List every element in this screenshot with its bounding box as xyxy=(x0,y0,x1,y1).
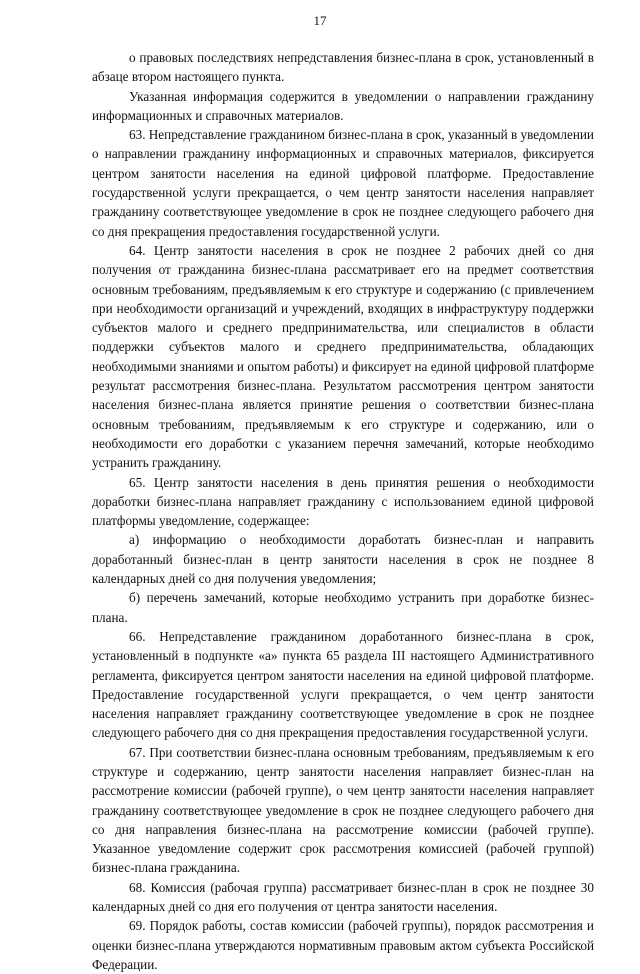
paragraph-notice-info: Указанная информация содержится в уведомлении о направлении гражданину информационных и справочных материалов. xyxy=(92,88,594,123)
paragraph-continuation: о правовых последствиях непредставления бизнес-плана в срок, установленный в абзаце втором настоящего пункта. xyxy=(92,50,594,85)
paragraph-63: 63. Непредставление гражданином бизнес-плана в срок, указанный в уведомлении о направлении гражданину информационных и справочных материалов, фиксируется центром занятости населения на единой цифровой платформе. Предоставление государственной услуги прекращается, о чем центр занятости населения направляет гражданину соответствующее уведомление в срок не позднее следующего рабочего дня со дня прекращения предоставления государственной услуги. xyxy=(92,127,594,239)
paragraph-65: 65. Центр занятости населения в день принятия решения о необходимости доработки бизнес-плана направляет гражданину с использованием единой цифровой платформы уведомление, содержащее: xyxy=(92,474,594,529)
paragraph-64: 64. Центр занятости населения в срок не позднее 2 рабочих дней со дня получения от гражданина бизнес-плана рассматривает его на предмет соответствия основным требованиям, предъявляемым к его структуре и содержанию (с привлечением при необходимости организаций и учреждений, входящих в инфраструктуру поддержки субъектов малого и среднего предпринимательства, или специалистов в области поддержки субъектов малого и среднего предпринимательства, обладающих необходимыми знаниями и опытом работы) и фиксирует на единой цифровой платформе результат рассмотрения бизнес-плана. Результатом рассмотрения центром занятости населения бизнес-плана является принятие решения о соответствии бизнес-плана основным требованиям, предъявляемым к его структуре и содержанию, или о необходимости его доработки с указанием перечня замечаний, которые необходимо устранить гражданину. xyxy=(92,242,594,471)
paragraph-69: 69. Порядок работы, состав комиссии (рабочей группы), порядок рассмотрения и оценки бизнес-плана утверждаются нормативным правовым актом субъекта Российской Федерации. xyxy=(92,918,594,972)
paragraph-68: 68. Комиссия (рабочая группа) рассматривает бизнес-план в срок не позднее 30 календарных дней со дня его получения от центра занятости населения. xyxy=(92,879,594,915)
paragraph-66: 66. Непредставление гражданином доработанного бизнес-плана в срок, установленный в подпункте «а» пункта 65 раздела III настоящего Административного регламента, фиксируется центром занятости населения на единой цифровой платформе. Предоставление государственной услуги прекращается, о чем центр занятости населения направляет гражданину соответствующее уведомление в срок не позднее следующего рабочего дня со дня прекращения предоставления государственной услуги. xyxy=(92,628,594,741)
paragraph-67: 67. При соответствии бизнес-плана основным требованиям, предъявляемым к его структуре и содержанию, центр занятости населения направляет бизнес-план на рассмотрение комиссии (рабочей группе), о чем центр занятости населения направляет гражданину соответствующее уведомление в срок не позднее следующего рабочего дня со дня направления бизнес-плана на рассмотрение комиссии (рабочей группе). Указанное уведомление содержит срок рассмотрения комиссией (рабочей группой) бизнес-плана гражданина. xyxy=(92,744,594,876)
page-number: 17 xyxy=(313,13,327,28)
document-body xyxy=(92,48,594,974)
paragraph-65-a: а) информацию о необходимости доработать бизнес-план и направить доработанный бизнес-план в центр занятости населения в срок не позднее 8 календарных дней со дня получения уведомления; xyxy=(92,532,594,587)
paragraph-65-b: б) перечень замечаний, которые необходимо устранить при доработке бизнес-плана. xyxy=(92,590,594,625)
